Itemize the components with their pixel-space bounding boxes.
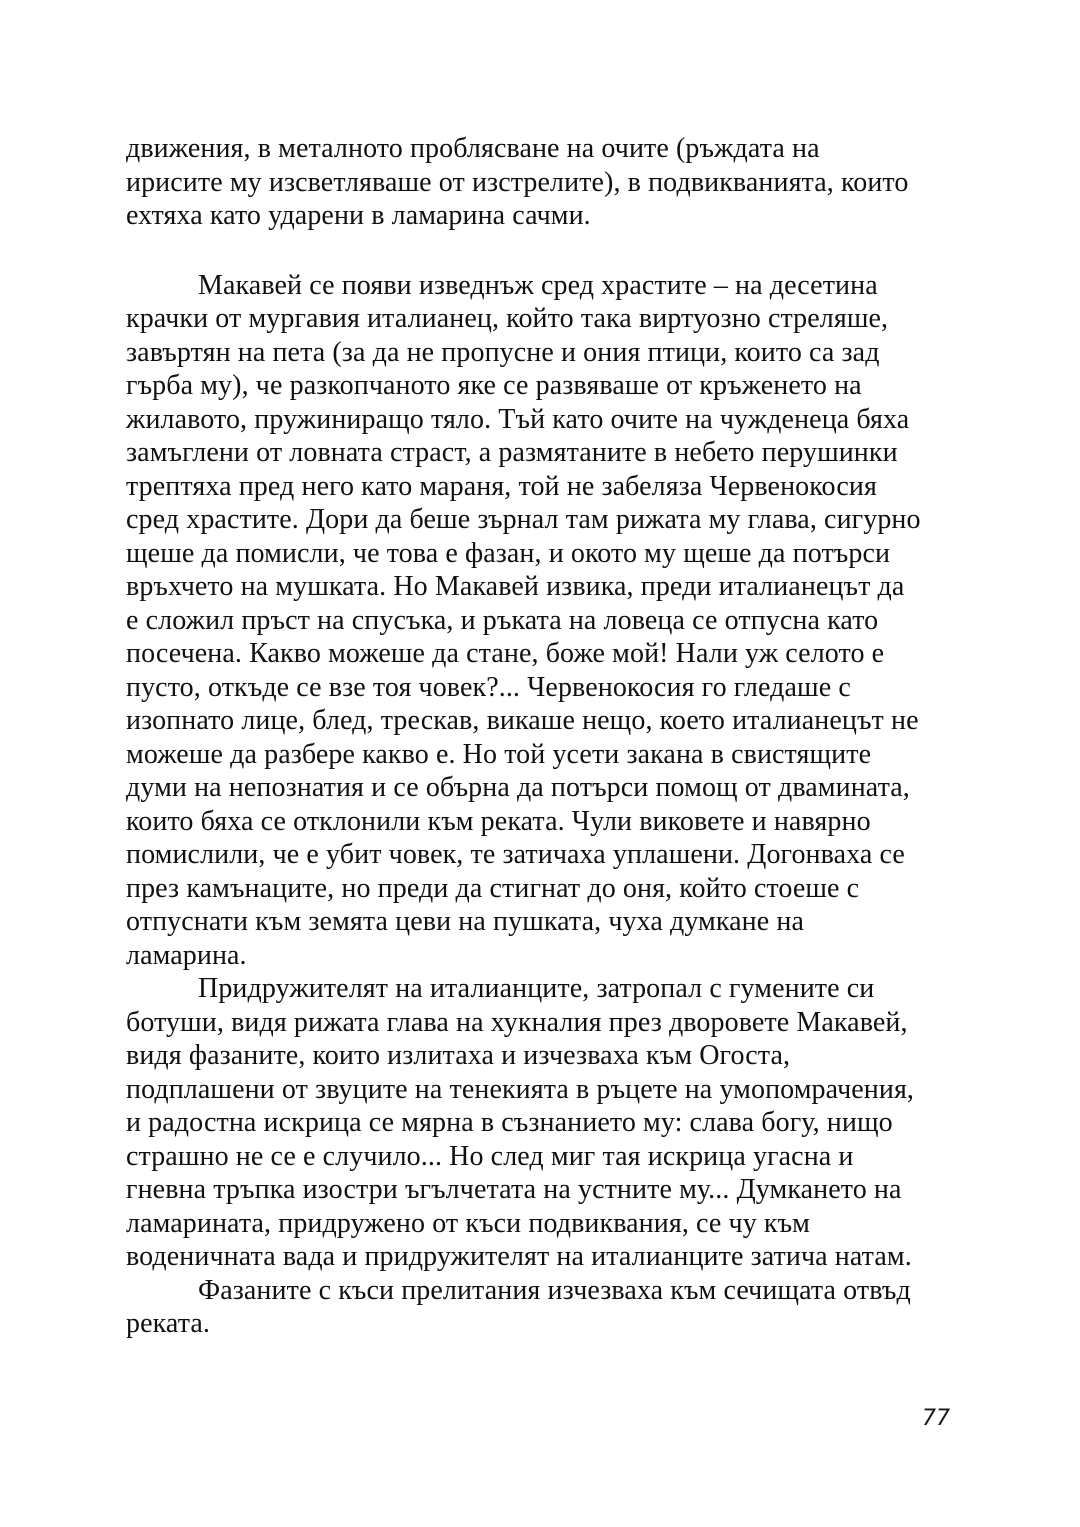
paragraph (126, 269, 956, 973)
text-line: ламарина. (126, 939, 247, 971)
text-line: посечена. Какво можеше да стане, боже мой! Нали уж селото е (126, 638, 885, 669)
text-line: завъртян на пета (за да не пропусне и ония птици, които са зад (126, 336, 880, 368)
text-line: можеше да разбере какво е. Но той усети закана в свистящите (126, 738, 872, 770)
body-text (126, 132, 956, 1341)
text-line: които бяха се отклонили към реката. Чули виковете и навярно (126, 805, 871, 837)
text-line: видя фазаните, които излитаха и изчезваха към Огоста, (126, 1040, 791, 1071)
text-line: ехтяха като ударени в ламарина сачми. (126, 200, 591, 231)
text-line: ирисите му изсветляваше от изстрелите), в подвикванията, които (126, 166, 909, 198)
text-line: страшно не се е случило... Но след миг тая искрица угасна и (126, 1140, 854, 1172)
text-line: замъглени от ловната страст, а размятаните в небето перушинки (126, 437, 898, 468)
text-line: гърба му), че разкопчаното яке се развяваше от кръженето на (126, 370, 862, 401)
text-line: помислили, че е убит човек, те затичаха уплашени. Догонваха се (126, 839, 905, 870)
text-line: отпуснати към земята цеви на пушката, чуха думкане на (126, 906, 805, 937)
text-line: е сложил пръст на спусъка, и ръката на ловеца се отпусна като (126, 604, 879, 636)
text-line: крачки от мургавия италианец, който така виртуозно стреляше, (126, 303, 889, 334)
paragraph (126, 132, 956, 233)
text-line: пусто, откъде се взе тоя човек?... Червенокосия го гледаше с (126, 671, 851, 703)
text-line: връхчето на мушката. Но Макавей извика, преди италианецът да (126, 571, 905, 602)
text-line: движения, в металното проблясване на очите (ръждата на (126, 133, 820, 164)
paragraph (126, 1274, 956, 1341)
text-line: жилавото, пружиниращо тяло. Тъй като очите на чужденеца бяха (126, 403, 910, 435)
text-line: щеше да помисли, че това е фазан, и окото му щеше да потърси (126, 537, 891, 569)
paragraph (126, 972, 956, 1274)
text-line: през камънаците, но преди да стигнат до оня, който стоеше с (126, 872, 860, 904)
page-number: 77 (922, 1406, 950, 1431)
text-line: Придружителят на италианците, затропал с гумените си (198, 973, 875, 1004)
text-line: подплашени от звуците на тенекията в ръцете на умопомрачения, (126, 1073, 915, 1105)
text-line: гневна тръпка изостри ъгълчетата на устните му... Думкането на (126, 1174, 902, 1205)
text-line: воденичната вада и придружителят на италианците затича натам. (126, 1241, 912, 1272)
text-line: трептяха пред него като мараня, той не забеляза Червенокосия (126, 470, 877, 502)
text-line: Фазаните с къси прелитания изчезваха към сечищата отвъд (198, 1274, 911, 1306)
text-line: сред храстите. Дори да беше зърнал там рижата му глава, сигурно (126, 504, 921, 535)
text-line: изопнато лице, блед, трескав, викаше нещо, което италианецът не (126, 705, 919, 736)
text-line: Макавей се появи изведнъж сред храстите – на десетина (198, 269, 878, 301)
text-line: ламарината, придружено от къси подвиквания, се чу към (126, 1207, 810, 1239)
text-line: и радостна искрица се мярна в съзнанието му: слава богу, нищо (126, 1107, 893, 1138)
text-line: думи на непознатия и се обърна да потърси помощ от двамината, (126, 772, 910, 803)
text-line: реката. (126, 1308, 211, 1339)
text-line: ботуши, видя рижата глава на хукналия през дворовете Макавей, (126, 1006, 908, 1038)
